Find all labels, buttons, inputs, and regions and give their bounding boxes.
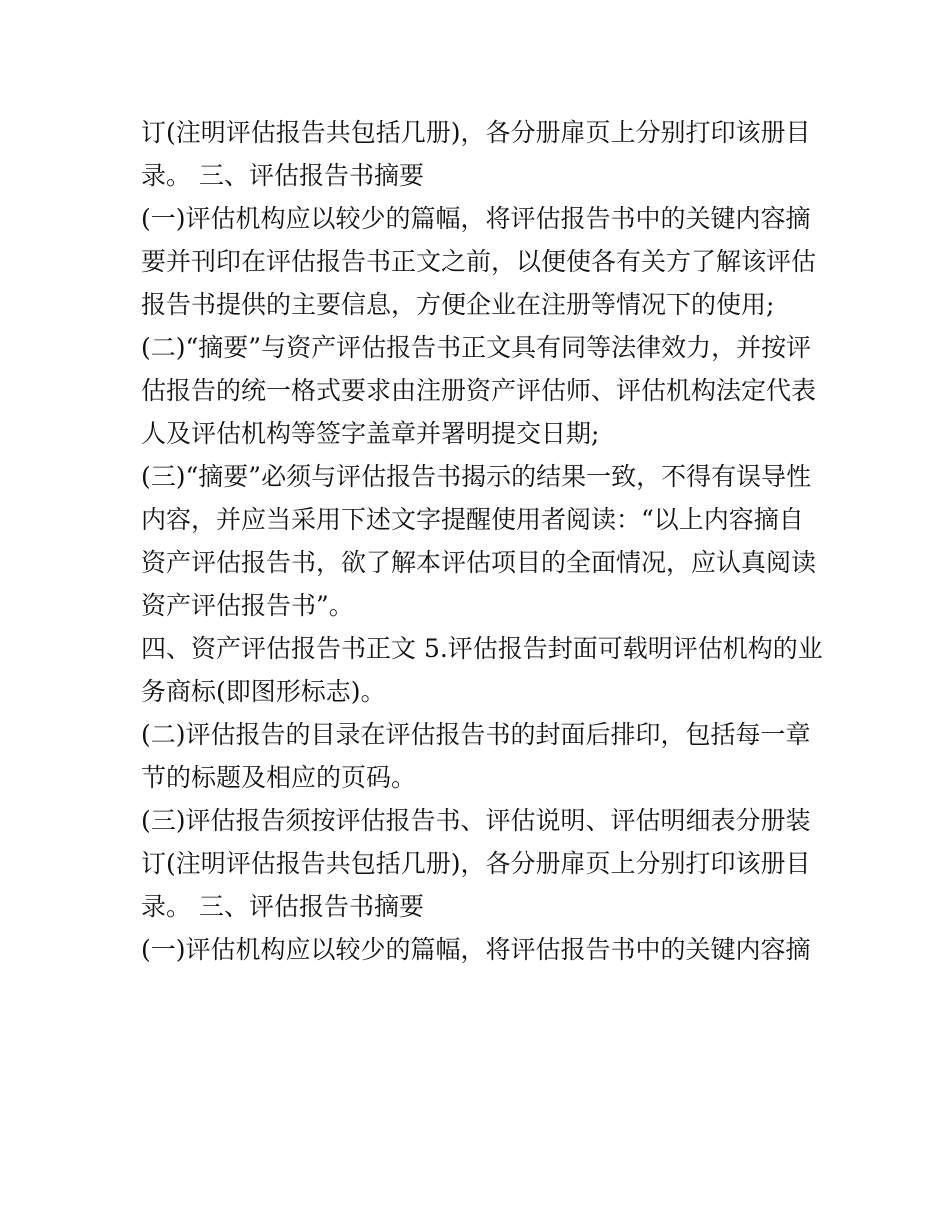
text-line: 录。 三、评估报告书摘要 [141,161,424,190]
text-line: 人及评估机构等签字盖章并署明提交日期; [141,419,600,448]
text-line: 资产评估报告书”。 [141,591,354,620]
text-line: (三)评估报告须按评估报告书、评估说明、评估明细表分册装 [141,806,811,835]
text-line: 订(注明评估报告共包括几册)，各分册扉页上分别打印该册目 [141,118,811,147]
text-line: 报告书提供的主要信息，方便企业在注册等情况下的使用; [141,290,775,319]
text-line: 录。 三、评估报告书摘要 [141,892,424,921]
text-line: 订(注明评估报告共包括几册)，各分册扉页上分别打印该册目 [141,849,811,878]
text-line: (一)评估机构应以较少的篇幅，将评估报告书中的关键内容摘 [141,935,811,964]
text-line: 内容，并应当采用下述文字提醒使用者阅读：“以上内容摘自 [141,505,804,534]
text-line: 节的标题及相应的页码。 [141,763,417,792]
text-line: 四、资产评估报告书正文 5.评估报告封面可载明评估机构的业 [141,634,823,663]
document-body [141,111,821,971]
text-line: 估报告的统一格式要求由注册资产评估师、评估机构法定代表 [141,376,817,405]
text-line: 资产评估报告书，欲了解本评估项目的全面情况，应认真阅读 [141,548,817,577]
text-line: (二)“摘要”与资产评估报告书正文具有同等法律效力，并按评 [141,333,812,362]
text-line: 务商标(即图形标志)。 [141,677,386,706]
text-line: (二)评估报告的目录在评估报告书的封面后排印，包括每一章 [141,720,811,749]
text-line: (三)“摘要”必须与评估报告书揭示的结果一致，不得有误导性 [141,462,812,491]
text-line: 要并刊印在评估报告书正文之前，以便使各有关方了解该评估 [141,247,817,276]
text-line: (一)评估机构应以较少的篇幅，将评估报告书中的关键内容摘 [141,204,811,233]
